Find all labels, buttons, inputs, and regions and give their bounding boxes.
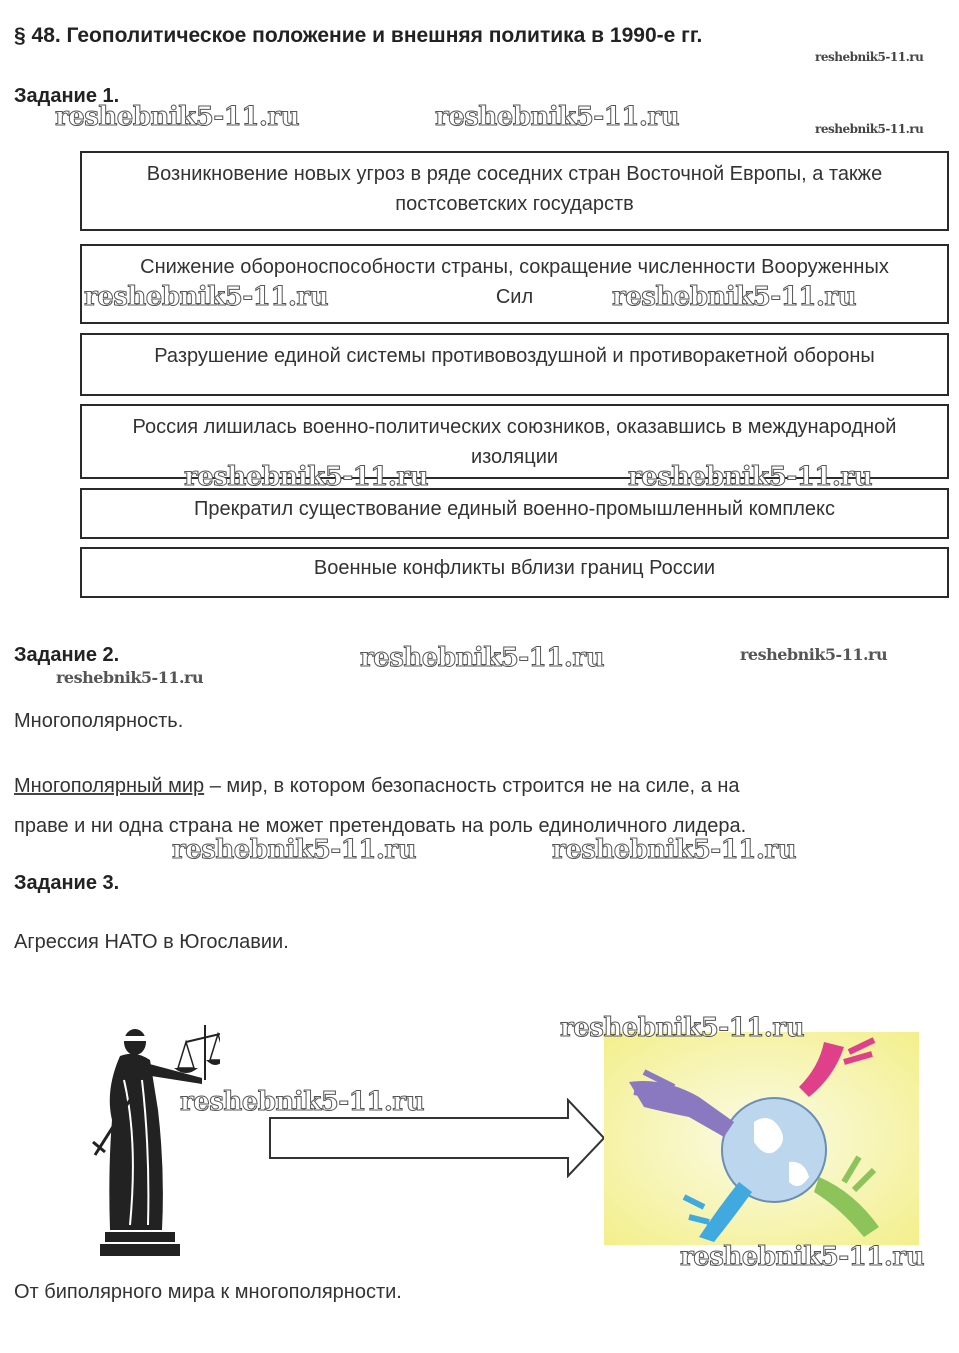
watermark: reshebnik5-11.ru xyxy=(815,122,924,136)
task1-box-6: Военные конфликты вблизи границ России xyxy=(80,547,949,598)
watermark: reshebnik5-11.ru xyxy=(680,1242,925,1272)
watermark: reshebnik5-11.ru xyxy=(628,462,873,492)
multipolar-hands-globe-illustration xyxy=(604,1032,919,1245)
task1-box-1: Возникновение новых угроз в ряде соседних стран Восточной Европы, а также постсоветских государств xyxy=(80,151,949,231)
watermark: reshebnik5-11.ru xyxy=(84,282,329,312)
watermark: reshebnik5-11.ru xyxy=(560,1013,805,1043)
watermark: reshebnik5-11.ru xyxy=(184,462,429,492)
task2-definition-line2: праве и ни одна страна не может претендовать на роль единоличного лидера. xyxy=(14,815,747,837)
task1-box-3: Разрушение единой системы противовоздушной и противоракетной обороны xyxy=(80,333,949,396)
page-title: § 48. Геополитическое положение и внешняя политика в 1990-е гг. xyxy=(14,24,703,47)
term-multipolar-world: Многополярный мир xyxy=(14,775,205,797)
watermark: reshebnik5-11.ru xyxy=(435,102,680,132)
watermark: reshebnik5-11.ru xyxy=(180,1087,425,1117)
task2-answer: Многополярность. xyxy=(14,710,184,732)
watermark: reshebnik5-11.ru xyxy=(612,282,857,312)
task3-caption: От биполярного мира к многополярности. xyxy=(14,1281,402,1303)
watermark: reshebnik5-11.ru xyxy=(55,102,300,132)
watermark: reshebnik5-11.ru xyxy=(56,668,204,687)
task1-box-4: Россия лишилась военно-политических союзников, оказавшись в международной изоляции xyxy=(80,404,949,479)
task1-box-2: Снижение обороноспособности страны, сокращение численности Вооруженных Сил xyxy=(80,244,949,324)
watermark: reshebnik5-11.ru xyxy=(172,835,417,865)
task1-heading: Задание 1. xyxy=(14,85,120,107)
task2-heading: Задание 2. xyxy=(14,644,120,666)
lady-justice-illustration xyxy=(90,1020,220,1260)
watermark: reshebnik5-11.ru xyxy=(740,645,888,664)
task3-heading: Задание 3. xyxy=(14,872,120,894)
watermark: reshebnik5-11.ru xyxy=(360,643,605,673)
task1-box-5: Прекратил существование единый военно-промышленный комплекс xyxy=(80,488,949,539)
task2-definition-line1 xyxy=(14,775,740,798)
task3-answer: Агрессия НАТО в Югославии. xyxy=(14,931,289,953)
watermark: reshebnik5-11.ru xyxy=(552,835,797,865)
watermark: reshebnik5-11.ru xyxy=(815,50,924,64)
definition-text: – мир, в котором безопасность строится не на силе, а на xyxy=(204,775,740,797)
